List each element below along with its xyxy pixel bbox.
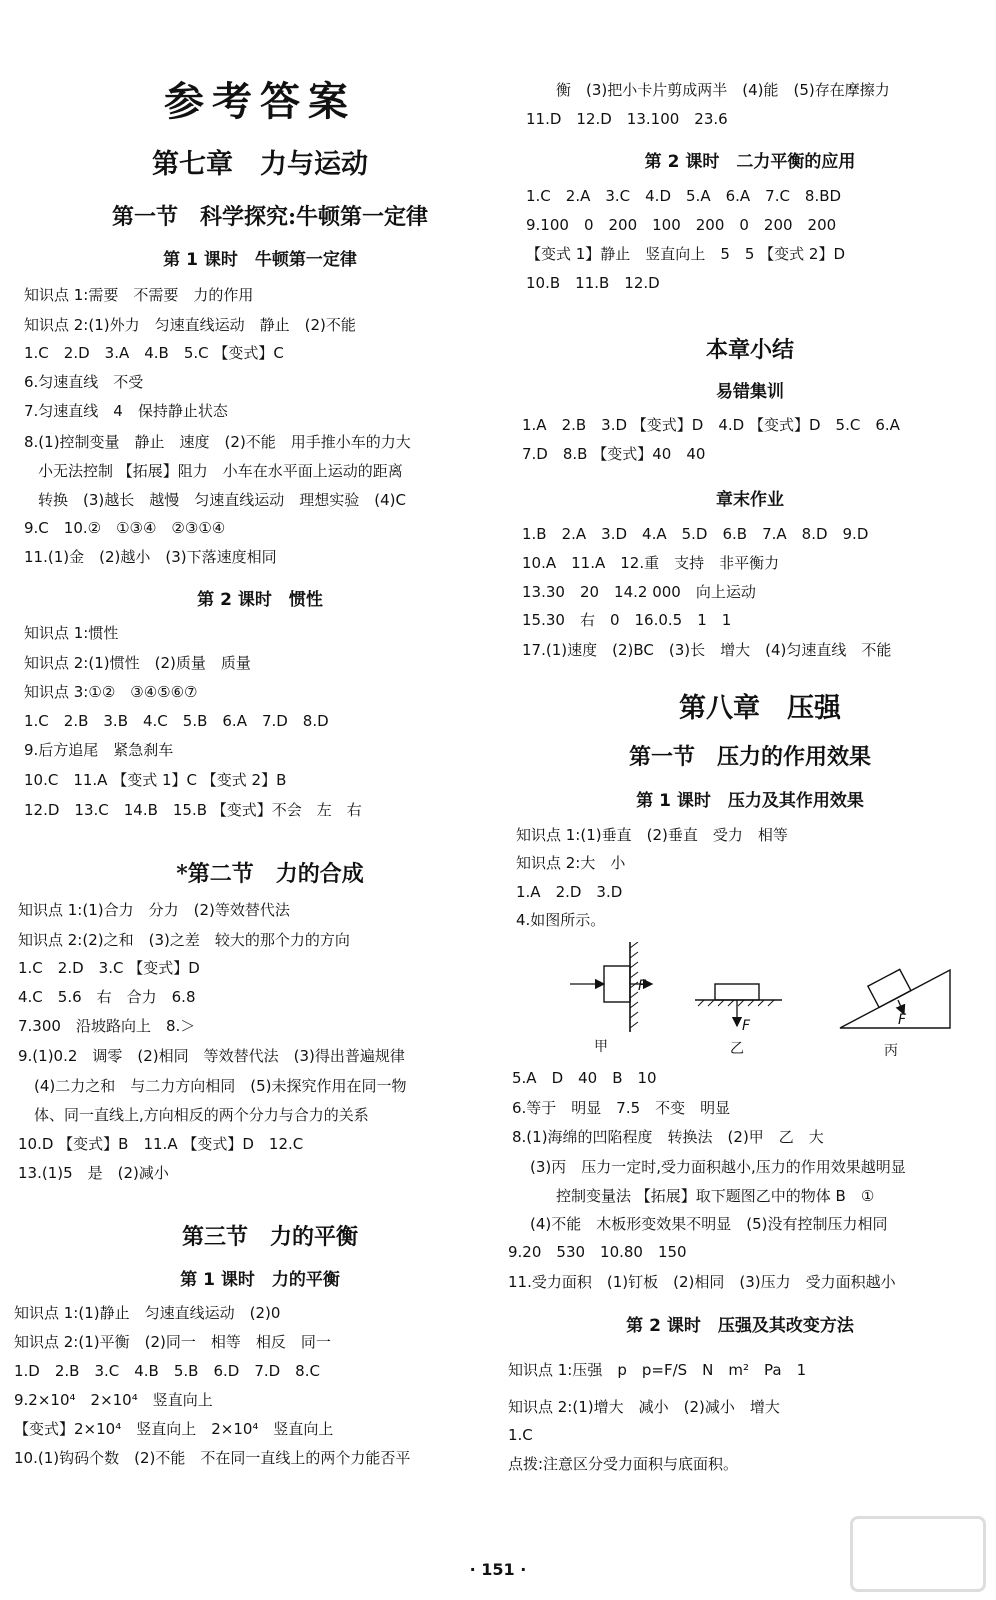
- force-label: F: [638, 978, 647, 994]
- answer-line: 7.D 8.B 【变式】40 40: [522, 445, 706, 463]
- answer-line: 知识点 1:需要 不需要 力的作用: [24, 286, 254, 304]
- answer-line: 9.20 530 10.80 150: [508, 1243, 687, 1261]
- answer-line: 10.C 11.A 【变式 1】C 【变式 2】B: [24, 771, 287, 789]
- answer-line: 9.100 0 200 100 200 0 200 200: [526, 216, 837, 234]
- lesson-title: 第 2 课时 压强及其改变方法: [626, 1316, 854, 1336]
- force-diagram-figure: [560, 942, 970, 1062]
- answer-line: 4.C 5.6 右 合力 6.8: [18, 988, 196, 1006]
- formula-line: 知识点 1:压强 p p=F/S N m² Pa 1: [508, 1361, 807, 1379]
- answer-line: 1.C 2.D 3.A 4.B 5.C 【变式】C: [24, 344, 284, 362]
- chapter-7-title: 第七章 力与运动: [152, 149, 368, 180]
- answer-line: 1.C 2.B 3.B 4.C 5.B 6.A 7.D 8.D: [24, 712, 329, 730]
- page-title: 参考答案: [164, 78, 356, 125]
- answer-line: 知识点 2:(1)外力 匀速直线运动 静止 (2)不能: [24, 316, 356, 334]
- lesson-title: 第 2 课时 二力平衡的应用: [644, 152, 856, 172]
- answer-line: 11.受力面积 (1)钉板 (2)相同 (3)压力 受力面积越小: [508, 1273, 896, 1291]
- answer-line: 1.C 2.D 3.C 【变式】D: [18, 959, 200, 977]
- answer-line: 控制变量法 【拓展】取下题图乙中的物体 B ①: [556, 1187, 875, 1205]
- answer-line: 10.(1)钩码个数 (2)不能 不在同一直线上的两个力能否平: [14, 1449, 411, 1467]
- answer-line: 6.等于 明显 7.5 不变 明显: [512, 1099, 731, 1117]
- page-number: · 151 ·: [469, 1560, 527, 1579]
- lesson-title: 第 1 课时 力的平衡: [180, 1270, 340, 1290]
- answer-line: 5.A D 40 B 10: [512, 1069, 657, 1087]
- lesson-title: 第 1 课时 压力及其作用效果: [636, 791, 864, 811]
- force-label: F: [742, 1018, 751, 1034]
- force-diagram-svg: [560, 942, 970, 1062]
- answer-line: 知识点 1:(1)合力 分力 (2)等效替代法: [18, 901, 290, 919]
- answer-line: 13.30 20 14.2 000 向上运动: [522, 583, 756, 601]
- watermark-logo: [70, 1150, 134, 1224]
- homework-title: 章末作业: [716, 490, 784, 510]
- figure-label-bing: 丙: [884, 1043, 898, 1059]
- answer-line: 4.如图所示。: [516, 911, 606, 929]
- answer-line: 10.D 【变式】B 11.A 【变式】D 12.C: [18, 1135, 304, 1153]
- answer-line: 知识点 2:大 小: [516, 854, 626, 872]
- figure-label-yi: 乙: [730, 1041, 744, 1057]
- answer-line: 衡 (3)把小卡片剪成两半 (4)能 (5)存在摩擦力: [556, 81, 890, 99]
- answer-line: 知识点 2:(1)平衡 (2)同一 相等 相反 同一: [14, 1333, 331, 1351]
- answer-line: 知识点 1:惯性: [24, 624, 119, 642]
- answer-line: 1.D 2.B 3.C 4.B 5.B 6.D 7.D 8.C: [14, 1362, 320, 1380]
- answer-line: 知识点 1:(1)垂直 (2)垂直 受力 相等: [516, 826, 788, 844]
- errors-title: 易错集训: [716, 382, 784, 402]
- answer-line: (4)二力之和 与二力方向相同 (5)未探究作用在同一物: [34, 1077, 407, 1095]
- answer-line: 知识点 3:①② ③④⑤⑥⑦: [24, 683, 198, 701]
- answer-line: 13.(1)5 是 (2)减小: [18, 1164, 169, 1182]
- answer-line: 6.匀速直线 不受: [24, 373, 144, 391]
- answer-line: 15.30 右 0 16.0.5 1 1: [522, 611, 732, 629]
- diagram-bing: [840, 969, 950, 1028]
- answer-line: 9.后方追尾 紧急刹车: [24, 741, 174, 759]
- force-label: F: [898, 1012, 907, 1028]
- answer-line: 1.A 2.B 3.D 【变式】D 4.D 【变式】D 5.C 6.A: [522, 416, 900, 434]
- answer-line: 小无法控制 【拓展】阻力 小车在水平面上运动的距离: [38, 462, 403, 480]
- answer-line: 1.A 2.D 3.D: [516, 883, 623, 901]
- hint-line: 点拨:注意区分受力面积与底面积。: [508, 1455, 739, 1473]
- section-3-title: 第三节 力的平衡: [181, 1224, 358, 1250]
- figure-label-jia: 甲: [594, 1039, 608, 1055]
- answer-line: 【变式 1】静止 竖直向上 5 5 【变式 2】D: [526, 245, 846, 263]
- answer-line: 知识点 2:(1)增大 减小 (2)减小 增大: [508, 1398, 780, 1416]
- answer-line: 体、同一直线上,方向相反的两个分力与合力的关系: [34, 1106, 369, 1124]
- lesson-title: 第 1 课时 牛顿第一定律: [163, 250, 357, 270]
- answer-line: 17.(1)速度 (2)BC (3)长 增大 (4)匀速直线 不能: [522, 641, 892, 659]
- answer-line: 知识点 2:(2)之和 (3)之差 较大的那个力的方向: [18, 931, 350, 949]
- answer-line: 8.(1)海绵的凹陷程度 转换法 (2)甲 乙 大: [512, 1128, 824, 1146]
- answer-line: 9.2×10⁴ 2×10⁴ 竖直向上: [14, 1391, 213, 1409]
- answer-line: 知识点 1:(1)静止 匀速直线运动 (2)0: [14, 1304, 281, 1322]
- answer-line: 1.B 2.A 3.D 4.A 5.D 6.B 7.A 8.D 9.D: [522, 525, 869, 543]
- answer-line: 转换 (3)越长 越慢 匀速直线运动 理想实验 (4)C: [38, 491, 406, 509]
- chapter-summary-title: 本章小结: [705, 337, 794, 363]
- answer-line: 8.(1)控制变量 静止 速度 (2)不能 用手推小车的力大: [24, 433, 411, 451]
- answer-line: 12.D 13.C 14.B 15.B 【变式】不会 左 右: [24, 801, 362, 819]
- answer-line: 1.C: [508, 1426, 533, 1444]
- section-1-title: 第一节 科学探究:牛顿第一定律: [111, 204, 429, 230]
- answer-line: 9.(1)0.2 调零 (2)相同 等效替代法 (3)得出普遍规律: [18, 1047, 405, 1065]
- answer-line: 【变式】2×10⁴ 竖直向上 2×10⁴ 竖直向上: [14, 1420, 334, 1438]
- chapter-8-title: 第八章 压强: [679, 693, 841, 724]
- answer-line: 知识点 2:(1)惯性 (2)质量 质量: [24, 654, 251, 672]
- answer-line: 10.B 11.B 12.D: [526, 274, 660, 292]
- lesson-title: 第 2 课时 惯性: [197, 590, 323, 610]
- diagram-yi: [695, 984, 782, 1026]
- answer-line: 11.(1)金 (2)越小 (3)下落速度相同: [24, 548, 277, 566]
- answer-line: 7.300 沿坡路向上 8.＞: [18, 1017, 196, 1035]
- answer-line: (4)不能 木板形变效果不明显 (5)没有控制压力相同: [530, 1215, 888, 1233]
- c8-section-1-title: 第一节 压力的作用效果: [628, 744, 871, 770]
- answer-line: 1.C 2.A 3.C 4.D 5.A 6.A 7.C 8.BD: [526, 187, 842, 205]
- answer-line: 11.D 12.D 13.100 23.6: [526, 110, 728, 128]
- answer-line: (3)丙 压力一定时,受力面积越小,压力的作用效果越明显: [530, 1158, 906, 1176]
- answer-line: 9.C 10.② ①③④ ②③①④: [24, 519, 226, 537]
- answer-line: 10.A 11.A 12.重 支持 非平衡力: [522, 554, 780, 572]
- answer-line: 7.匀速直线 4 保持静止状态: [24, 402, 228, 420]
- section-2-title: *第二节 力的合成: [176, 861, 364, 887]
- watermark-stamp: [850, 1516, 986, 1592]
